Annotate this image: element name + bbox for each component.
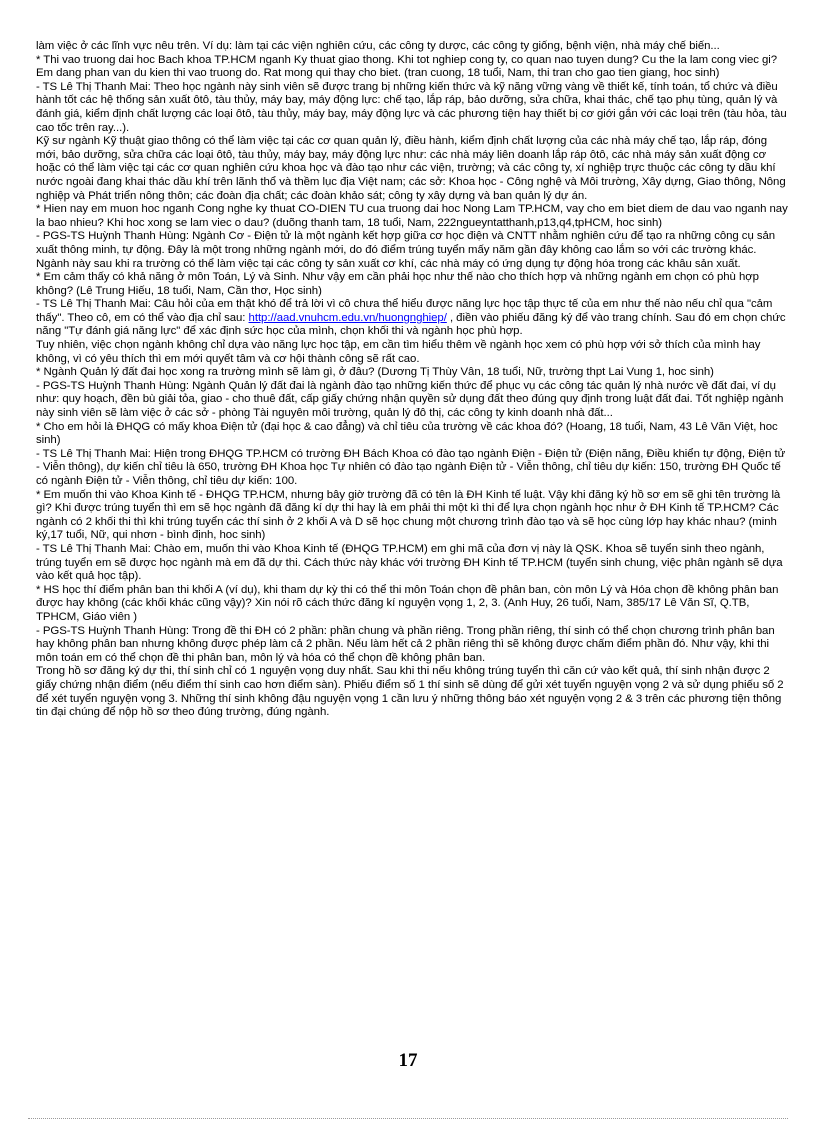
paragraph-7: * Em cảm thấy có khả năng ở môn Toán, Lý và Sinh. Như vậy em cần phải học như thế nào cho thích hợp và những ngành em chọn có phù hợp không? (Lê Trung Hiếu, 18 tuổi, Nam, Cần thơ, Học sinh) <box>36 271 759 297</box>
link-paragraph-before: - TS Lê Thị Thanh Mai: Câu hỏi của em thật khó để trả lời vì cô chưa thể hiểu được năng lực học tập thực tế của em như thế nào nếu chỉ qua "cảm thấy". Theo cô, em có thể vào địa chỉ sau: <box>36 298 773 324</box>
paragraph-15: - TS Lê Thị Thanh Mai: Chào em, muốn thi vào Khoa Kinh tế (ĐHQG TP.HCM) em ghi mã của đơn vị này là QSK. Khoa sẽ tuyển sinh theo ngành, trúng tuyển em sẽ được học ngành mà em đã dự thi. Cách thức này khác với trường ĐH Kinh tế TP.HCM (tuyển sinh chung, việc phân ngành sẽ dựa vào kết quả học tập). <box>36 542 783 583</box>
footer-divider <box>28 1118 788 1119</box>
paragraph-2: * Thi vao truong dai hoc Bach khoa TP.HCM nganh Ky thuat giao thong. Khi tot nghiep cong ty, co quan nao tuyen dung? Cu the la lam cong viec gi? Em dang phan van du kien thi vao truong do. Rat mong qui thay cho biet. (tran cuong, 18 tuổi, Nam, thi tran cho gao tien giang, hoc sinh) <box>36 53 778 80</box>
document-body <box>36 40 788 720</box>
paragraph-9: Tuy nhiên, việc chọn ngành không chỉ dựa vào năng lực học tập, em cần tìm hiểu thêm về ngành học xem có phù hợp với sở thích của mình hay không, vì có yêu thích thì em mới quyết tâm và cơ hội thành công sẽ rất cao. <box>36 339 761 365</box>
paragraph-6: - PGS-TS Huỳnh Thanh Hùng: Ngành Cơ - Điện tử là một ngành kết hợp giữa cơ học điện và CNTT nhằm nghiên cứu để tạo ra những công cụ sản xuất thông minh, tự động. Đây là một trong những ngành mới, do đó điểm trúng tuyển mấy năm gần đây không cao lắm so với các trường khác. Ngành này sau khi ra trường có thể làm việc tại các công ty sản xuất cơ khí, các nhà máy có ứng dụng tự động hóa trong các khâu sản xuất. <box>36 230 776 270</box>
huongnghiep-link[interactable]: http://aad.vnuhcm.edu.vn/huongnghiep/ <box>248 311 447 324</box>
paragraph-1: làm việc ở các lĩnh vực nêu trên. Ví dụ: làm tại các viện nghiên cứu, các công ty dược, các công ty giống, bệnh viện, nhà máy chế biến... <box>36 40 720 52</box>
link-paragraph-after: , điền vào phiếu đăng ký để vào trang chính. Sau đó em chọn chức năng "Tự đánh giá năng lực" để xác định sức học của mình, chọn khối thi và ngành học phù hợp. <box>36 311 786 338</box>
paragraph-17: - PGS-TS Huỳnh Thanh Hùng: Trong đề thi ĐH có 2 phần: phần chung và phần riêng. Trong phần riêng, thí sinh có thể chọn chương trình phân ban hay không phân ban nhưng không được phép làm cả 2 phần. Nếu làm hết cả 2 phần riêng thì sẽ không được chấm điểm phần đó. Như vậy, khi thi môn toán em có thể chọn đề thi phân ban, môn lý và hóa có thể chọn đề không phân ban. <box>36 624 775 664</box>
paragraph-13: - TS Lê Thị Thanh Mai: Hiện trong ĐHQG TP.HCM có trường ĐH Bách Khoa có đào tạo ngành Điện - Điện tử (Điện năng, Điều khiển tự động, Điện tử - Viễn thông), dự kiến chỉ tiêu là 650, trường ĐH Khoa học Tự nhiên có đào tạo ngành Điện tử - Viễn thông, chỉ tiêu dự kiến: 150, trường ĐH Quốc tế có ngành Điện tử - Viễn thông, chỉ tiêu dự kiến: 100. <box>36 447 786 487</box>
paragraph-14: * Em muốn thi vào Khoa Kinh tế - ĐHQG TP.HCM, nhưng bây giờ trường đã có tên là ĐH Kinh tế luật. Vậy khi đăng ký hồ sơ em sẽ ghi tên trường là gì? Khi được trúng tuyển thì em sẽ học ngành đã đăng kí dự thi hay là em phải thi một kì thi để lựa chọn ngành học như ở ĐH Kinh tế TP.HCM? Các ngành có 2 khối thi thì khi trúng tuyển các thí sinh ở 2 khối A và D sẽ học chung một chương trình đào tạo và sẽ học cùng lớp hay khác nhau? (minh ký,17 tuổi, Nữ, qui nhơn - bình định, hoc sinh) <box>36 488 781 542</box>
page-number: 17 <box>398 1050 418 1071</box>
paragraph-11: - PGS-TS Huỳnh Thanh Hùng: Ngành Quản lý đất đai là ngành đào tạo những kiến thức để phục vụ các công tác quản lý nhà nước về đất đai, ví dụ như: quy hoạch, đền bù giải tỏa, giao - cho thuê đất, cấp giấy chứng nhận quyền sử dụng đất theo đúng quy định trong luật đất đai. Tốt nghiệp ngành này sinh viên sẽ làm việc ở các sở - phòng Tài nguyên môi trường, quản lý đô thị, các công ty kinh doanh nhà đất... <box>36 379 784 420</box>
paragraph-3: - TS Lê Thị Thanh Mai: Theo học ngành này sinh viên sẽ được trang bị những kiến thức và kỹ năng vững vàng về thiết kế, tính toán, tổ chức và điều hành tốt các hệ thống sản xuất ôtô, tàu thủy, máy bay, máy động lực: chế tạo, lắp ráp, bảo dưỡng, sửa chữa, khai thác, chế tạo phụ tùng, quản lý và đánh giá, kiểm định chất lượng các loại ôtô, tàu thủy, máy bay, máy động lực và các phương tiện hay thiết bị cơ giới gắn với các loại trên (tàu hỏa, tàu cao tốc trên ray...). <box>36 80 787 134</box>
paragraph-16: * HS học thí điểm phân ban thi khối A (ví dụ), khi tham dự kỳ thi có thể thi môn Toán chọn đề phân ban, còn môn Lý và Hóa chọn đề không phân ban được hay không (các khối khác cũng vậy)? Xin nói rõ cách thức đăng kí nguyện vọng 1, 2, 3. (Anh Huy, 26 tuổi, Nam, 385/17 Lê Văn Sĩ, Q.TB, TPHCM, Giáo viên ) <box>36 583 779 623</box>
paragraph-12: * Cho em hỏi là ĐHQG có mấy khoa Điện tử (đại học & cao đẳng) và chỉ tiêu của trường về các khoa đó? (Hoang, 18 tuổi, Nam, 43 Lê Văn Việt, hoc sinh) <box>36 420 778 447</box>
paragraph-18: Trong hồ sơ đăng ký dự thi, thí sinh chỉ có 1 nguyện vọng duy nhất. Sau khi thi nếu không trúng tuyển thì căn cứ vào kết quả, thí sinh nhận được 2 giấy chứng nhận điểm (nếu điểm thí sinh cao hơn điểm sàn). Phiếu điểm số 1 thí sinh sẽ dùng để gửi xét tuyển nguyện vọng 2 và sử dụng phiếu số 2 để xét tuyển nguyện vọng 3. Những thí sinh không đậu nguyện vọng 1 cần lưu ý những thông báo xét nguyện vọng 2 & 3 trên các phương tiện thông tin đại chúng để nộp hồ sơ theo đúng trường, đúng ngành. <box>36 665 784 719</box>
paragraph-10: * Ngành Quản lý đất đai học xong ra trường mình sẽ làm gì, ở đâu? (Dương Tị Thùy Vân, 18 tuổi, Nữ, trường thpt Lai Vung 1, hoc sinh) <box>36 366 714 379</box>
paragraph-5: * Hien nay em muon hoc nganh Cong nghe ky thuat CO-DIEN TU cua truong dai hoc Nong Lam TP.HCM, vay cho em biet diem de dau vao nganh nay la bao nhieu? Khi hoc xong se lam viec o dau? (duõng thanh tam, 18 tuổi, Nam, 222ngueyntatthanh,p13,q4,tpHCM, hoc sinh) <box>36 203 788 229</box>
paragraph-4: Kỹ sư ngành Kỹ thuật giao thông có thể làm việc tại các cơ quan quản lý, điều hành, kiểm định chất lượng của các nhà máy chế tạo, lắp ráp, đóng mới, bảo dưỡng, sửa chữa các loại ôtô, tàu thủy, máy bay, máy động lực như: các nhà máy liên doanh lắp ráp ôtô, các nhà máy sản xuất động cơ hoặc có thể làm việc tại các cơ quan nghiên cứu khoa học và đào tạo như các viện, trường; và các công ty, xí nghiệp trực thuộc các công ty dầu khí nước ngoài đang khai thác dầu khí trên lãnh thổ và thềm lục địa Việt nam; các sở: Khoa học - Công nghệ và Môi trường, Xây dựng, Giao thông, Nông nghiệp và Phát triển nông thôn; các đoàn địa chất; các đoàn khảo sát; công ty xây dựng và ban quản lý dự án. <box>36 135 786 202</box>
paragraph-with-link <box>36 298 788 339</box>
